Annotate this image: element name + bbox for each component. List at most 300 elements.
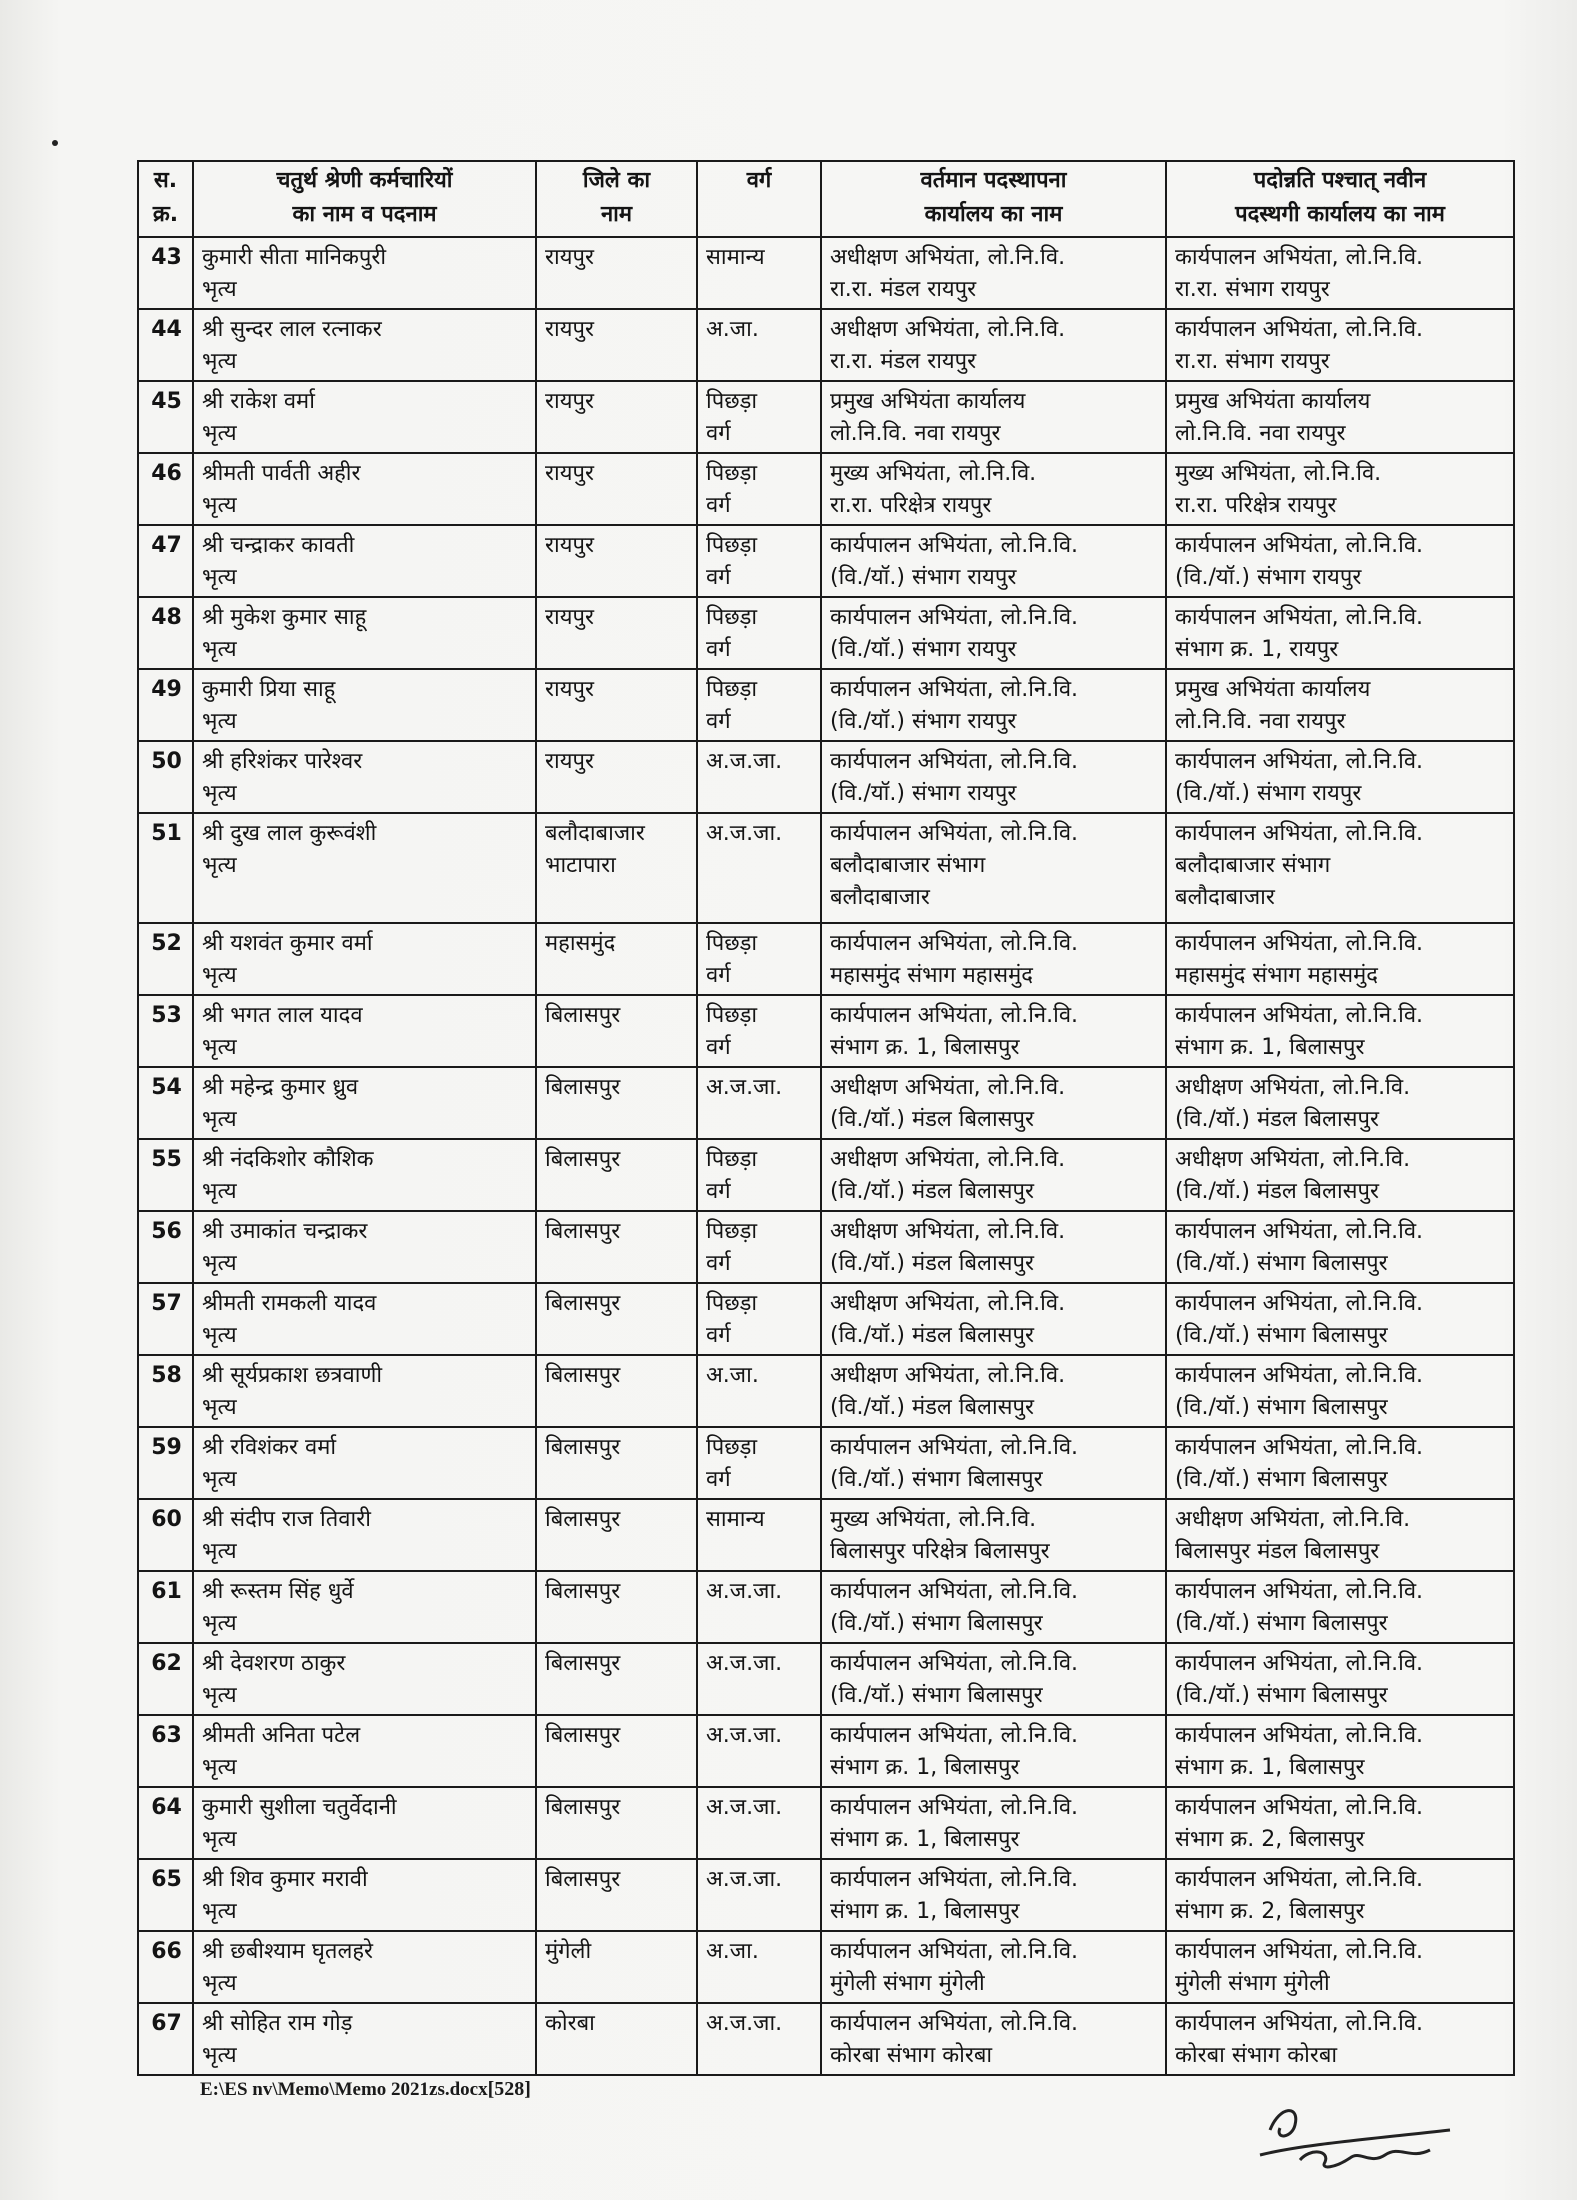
- category-cell: [697, 1427, 821, 1499]
- current-posting-cell: [821, 1211, 1166, 1283]
- employee-name-line: भृत्य: [202, 637, 237, 662]
- current-posting-line: (वि./यॉ.) मंडल बिलासपुर: [830, 1395, 1035, 1420]
- district-cell: [536, 1067, 697, 1139]
- current-posting-line: कोरबा संभाग कोरबा: [830, 2043, 993, 2068]
- current-posting-line: रा.रा. परिक्षेत्र रायपुर: [830, 493, 992, 518]
- employee-name-cell: [193, 1571, 536, 1643]
- employee-name-line: श्री शिव कुमार मरावी: [202, 1867, 368, 1892]
- employee-name-line: भृत्य: [202, 1611, 237, 1636]
- employee-name-line: भृत्य: [202, 1755, 237, 1780]
- serial-number-cell: 47: [138, 525, 193, 597]
- category-cell: [697, 525, 821, 597]
- current-posting-cell: [821, 813, 1166, 923]
- category-line: वर्ग: [706, 493, 731, 518]
- new-posting-line: मुंगेली संभाग मुंगेली: [1175, 1971, 1330, 1996]
- category-line: पिछड़ा: [706, 1291, 758, 1316]
- employee-name-cell: [193, 669, 536, 741]
- employee-name-line: श्री नंदकिशोर कौशिक: [202, 1147, 374, 1172]
- serial-number-cell: 60: [138, 1499, 193, 1571]
- district-cell: [536, 1355, 697, 1427]
- category-line: अ.जा.: [706, 1939, 759, 1964]
- employee-name-cell: [193, 525, 536, 597]
- new-posting-cell: [1166, 669, 1514, 741]
- table-row: [138, 1355, 1514, 1427]
- new-posting-line: अधीक्षण अभियंता, लो.नि.वि.: [1175, 1507, 1411, 1532]
- district-line: बिलासपुर: [545, 1867, 621, 1892]
- category-line: सामान्य: [706, 1507, 765, 1532]
- new-posting-line: (वि./यॉ.) मंडल बिलासपुर: [1175, 1107, 1380, 1132]
- file-path: E:\ES nv\Memo\Memo 2021zs.docx: [200, 2079, 488, 2100]
- current-posting-cell: [821, 1715, 1166, 1787]
- current-posting-cell: [821, 1643, 1166, 1715]
- district-line: रायपुर: [545, 605, 594, 630]
- table-row: [138, 1787, 1514, 1859]
- category-line: अ.ज.जा.: [706, 1723, 783, 1748]
- serial-number-cell: 61: [138, 1571, 193, 1643]
- district-cell: [536, 1427, 697, 1499]
- new-posting-cell: [1166, 1067, 1514, 1139]
- district-cell: [536, 1283, 697, 1355]
- new-posting-line: प्रमुख अभियंता कार्यालय: [1175, 389, 1371, 414]
- current-posting-cell: [821, 2003, 1166, 2075]
- category-line: पिछड़ा: [706, 461, 758, 486]
- new-posting-line: बलौदाबाजार संभाग: [1175, 853, 1331, 878]
- current-posting-cell: [821, 1427, 1166, 1499]
- employee-name-line: भृत्य: [202, 1035, 237, 1060]
- current-posting-line: अधीक्षण अभियंता, लो.नि.वि.: [830, 317, 1066, 342]
- employee-name-line: श्री हरिशंकर पारेश्वर: [202, 749, 363, 774]
- serial-number-cell: 49: [138, 669, 193, 741]
- new-posting-line: कार्यपालन अभियंता, लो.नि.वि.: [1175, 1579, 1424, 1604]
- new-posting-line: कार्यपालन अभियंता, लो.नि.वि.: [1175, 931, 1424, 956]
- current-posting-line: (वि./यॉ.) संभाग रायपुर: [830, 781, 1017, 806]
- employee-name-line: श्री सुन्दर लाल रत्नाकर: [202, 317, 382, 342]
- new-posting-line: (वि./यॉ.) संभाग बिलासपुर: [1175, 1683, 1388, 1708]
- serial-number-cell: 44: [138, 309, 193, 381]
- table-row: [138, 1283, 1514, 1355]
- new-posting-line: कार्यपालन अभियंता, लो.नि.वि.: [1175, 245, 1424, 270]
- district-line: बिलासपुर: [545, 1651, 621, 1676]
- new-posting-line: लो.नि.वि. नवा रायपुर: [1175, 421, 1346, 446]
- category-line: अ.ज.जा.: [706, 1795, 783, 1820]
- ink-dot: [52, 140, 58, 146]
- employee-name-line: भृत्य: [202, 1395, 237, 1420]
- new-posting-line: कार्यपालन अभियंता, लो.नि.वि.: [1175, 605, 1424, 630]
- serial-number-cell: 59: [138, 1427, 193, 1499]
- employee-name-cell: [193, 597, 536, 669]
- district-line: रायपुर: [545, 749, 594, 774]
- current-posting-line: (वि./यॉ.) संभाग रायपुर: [830, 565, 1017, 590]
- current-posting-cell: [821, 1859, 1166, 1931]
- table-row: [138, 309, 1514, 381]
- district-line: भाटापारा: [545, 853, 616, 878]
- new-posting-line: संभाग क्र. 1, बिलासपुर: [1175, 1755, 1365, 1780]
- category-line: वर्ग: [706, 637, 731, 662]
- category-line: वर्ग: [706, 565, 731, 590]
- current-posting-line: अधीक्षण अभियंता, लो.नि.वि.: [830, 1147, 1066, 1172]
- table-row: [138, 1571, 1514, 1643]
- category-line: पिछड़ा: [706, 1219, 758, 1244]
- current-posting-line: अधीक्षण अभियंता, लो.नि.वि.: [830, 245, 1066, 270]
- category-line: वर्ग: [706, 1179, 731, 1204]
- new-posting-line: कार्यपालन अभियंता, लो.नि.वि.: [1175, 749, 1424, 774]
- district-line: रायपुर: [545, 245, 594, 270]
- table-row: [138, 1643, 1514, 1715]
- new-posting-line: कार्यपालन अभियंता, लो.नि.वि.: [1175, 533, 1424, 558]
- district-line: बिलासपुर: [545, 1003, 621, 1028]
- district-cell: [536, 669, 697, 741]
- current-posting-cell: [821, 1355, 1166, 1427]
- district-cell: [536, 453, 697, 525]
- new-posting-cell: [1166, 381, 1514, 453]
- current-posting-line: संभाग क्र. 1, बिलासपुर: [830, 1035, 1020, 1060]
- new-posting-cell: [1166, 525, 1514, 597]
- serial-number-cell: 64: [138, 1787, 193, 1859]
- district-cell: [536, 923, 697, 995]
- category-cell: [697, 1067, 821, 1139]
- new-posting-line: (वि./यॉ.) संभाग बिलासपुर: [1175, 1467, 1388, 1492]
- serial-number-cell: 66: [138, 1931, 193, 2003]
- district-line: बिलासपुर: [545, 1291, 621, 1316]
- current-posting-line: संभाग क्र. 1, बिलासपुर: [830, 1899, 1020, 1924]
- category-cell: [697, 1571, 821, 1643]
- current-posting-line: रा.रा. मंडल रायपुर: [830, 349, 977, 374]
- header-new-posting: पदोन्नति पश्चात् नवीन पदस्थगी कार्यालय का नाम: [1166, 161, 1514, 237]
- district-line: बिलासपुर: [545, 1435, 621, 1460]
- employee-name-cell: [193, 2003, 536, 2075]
- current-posting-line: मुख्य अभियंता, लो.नि.वि.: [830, 1507, 1037, 1532]
- employee-name-line: श्री भगत लाल यादव: [202, 1003, 363, 1028]
- new-posting-line: कोरबा संभाग कोरबा: [1175, 2043, 1338, 2068]
- promotion-roster-table: [137, 160, 1515, 2076]
- current-posting-line: अधीक्षण अभियंता, लो.नि.वि.: [830, 1219, 1066, 1244]
- employee-name-line: भृत्य: [202, 2043, 237, 2068]
- current-posting-line: कार्यपालन अभियंता, लो.नि.वि.: [830, 1003, 1079, 1028]
- category-line: वर्ग: [706, 1251, 731, 1276]
- category-cell: [697, 669, 821, 741]
- table-row: [138, 995, 1514, 1067]
- employee-name-line: श्री सूर्यप्रकाश छत्रवाणी: [202, 1363, 383, 1388]
- table-row: [138, 453, 1514, 525]
- new-posting-line: (वि./यॉ.) मंडल बिलासपुर: [1175, 1179, 1380, 1204]
- employee-name-line: भृत्य: [202, 421, 237, 446]
- handwritten-signature: [1240, 2100, 1470, 2180]
- district-line: महासमुंद: [545, 931, 616, 956]
- current-posting-line: (वि./यॉ.) संभाग रायपुर: [830, 709, 1017, 734]
- employee-name-line: भृत्य: [202, 349, 237, 374]
- serial-number-cell: 58: [138, 1355, 193, 1427]
- current-posting-cell: [821, 995, 1166, 1067]
- current-posting-cell: [821, 453, 1166, 525]
- table-row: [138, 1715, 1514, 1787]
- employee-name-line: श्री यशवंत कुमार वर्मा: [202, 931, 373, 956]
- table-row: [138, 1211, 1514, 1283]
- category-line: वर्ग: [706, 1035, 731, 1060]
- district-line: मुंगेली: [545, 1939, 592, 1964]
- category-line: अ.जा.: [706, 317, 759, 342]
- category-cell: [697, 2003, 821, 2075]
- current-posting-line: कार्यपालन अभियंता, लो.नि.वि.: [830, 1939, 1079, 1964]
- new-posting-line: प्रमुख अभियंता कार्यालय: [1175, 677, 1371, 702]
- new-posting-line: कार्यपालन अभियंता, लो.नि.वि.: [1175, 1363, 1424, 1388]
- current-posting-line: महासमुंद संभाग महासमुंद: [830, 963, 1033, 988]
- serial-number-cell: 63: [138, 1715, 193, 1787]
- table-row: [138, 597, 1514, 669]
- employee-name-cell: [193, 1715, 536, 1787]
- current-posting-line: (वि./यॉ.) संभाग बिलासपुर: [830, 1611, 1043, 1636]
- current-posting-line: मुंगेली संभाग मुंगेली: [830, 1971, 985, 1996]
- district-cell: [536, 2003, 697, 2075]
- new-posting-line: कार्यपालन अभियंता, लो.नि.वि.: [1175, 1291, 1424, 1316]
- employee-name-cell: [193, 453, 536, 525]
- category-line: पिछड़ा: [706, 1003, 758, 1028]
- employee-name-line: श्रीमती पार्वती अहीर: [202, 461, 361, 486]
- category-line: पिछड़ा: [706, 1147, 758, 1172]
- new-posting-cell: [1166, 1211, 1514, 1283]
- serial-number-cell: 54: [138, 1067, 193, 1139]
- category-line: वर्ग: [706, 963, 731, 988]
- new-posting-line: रा.रा. परिक्षेत्र रायपुर: [1175, 493, 1337, 518]
- current-posting-line: कार्यपालन अभियंता, लो.नि.वि.: [830, 749, 1079, 774]
- table-row: [138, 525, 1514, 597]
- category-cell: [697, 1499, 821, 1571]
- employee-name-cell: [193, 1499, 536, 1571]
- new-posting-cell: [1166, 237, 1514, 309]
- serial-number-cell: 57: [138, 1283, 193, 1355]
- district-line: बिलासपुर: [545, 1723, 621, 1748]
- current-posting-line: मुख्य अभियंता, लो.नि.वि.: [830, 461, 1037, 486]
- new-posting-line: संभाग क्र. 1, रायपुर: [1175, 637, 1339, 662]
- employee-name-cell: [193, 237, 536, 309]
- new-posting-cell: [1166, 597, 1514, 669]
- category-line: पिछड़ा: [706, 677, 758, 702]
- current-posting-line: (वि./यॉ.) मंडल बिलासपुर: [830, 1323, 1035, 1348]
- employee-name-line: भृत्य: [202, 781, 237, 806]
- table-row: [138, 1067, 1514, 1139]
- employee-name-line: कुमारी सुशीला चतुर्वेदानी: [202, 1795, 397, 1820]
- employee-name-line: भृत्य: [202, 1323, 237, 1348]
- employee-name-cell: [193, 1787, 536, 1859]
- current-posting-cell: [821, 525, 1166, 597]
- category-cell: [697, 381, 821, 453]
- category-line: वर्ग: [706, 421, 731, 446]
- district-cell: [536, 995, 697, 1067]
- current-posting-cell: [821, 309, 1166, 381]
- table-row: [138, 1859, 1514, 1931]
- current-posting-line: कार्यपालन अभियंता, लो.नि.वि.: [830, 821, 1079, 846]
- category-cell: [697, 1283, 821, 1355]
- employee-name-line: भृत्य: [202, 963, 237, 988]
- employee-name-line: कुमारी प्रिया साहू: [202, 677, 336, 702]
- serial-number-cell: 62: [138, 1643, 193, 1715]
- category-line: अ.ज.जा.: [706, 1867, 783, 1892]
- employee-name-line: श्री राकेश वर्मा: [202, 389, 315, 414]
- category-line: अ.ज.जा.: [706, 821, 783, 846]
- district-cell: [536, 237, 697, 309]
- category-line: पिछड़ा: [706, 605, 758, 630]
- category-cell: [697, 1211, 821, 1283]
- current-posting-cell: [821, 1283, 1166, 1355]
- employee-name-cell: [193, 1139, 536, 1211]
- current-posting-line: (वि./यॉ.) मंडल बिलासपुर: [830, 1179, 1035, 1204]
- new-posting-cell: [1166, 1715, 1514, 1787]
- category-cell: [697, 237, 821, 309]
- serial-number-cell: 65: [138, 1859, 193, 1931]
- table-row: [138, 1931, 1514, 2003]
- current-posting-line: (वि./यॉ.) संभाग बिलासपुर: [830, 1683, 1043, 1708]
- new-posting-line: अधीक्षण अभियंता, लो.नि.वि.: [1175, 1147, 1411, 1172]
- category-cell: [697, 1859, 821, 1931]
- new-posting-cell: [1166, 923, 1514, 995]
- table-row: [138, 1499, 1514, 1571]
- employee-name-cell: [193, 923, 536, 995]
- new-posting-line: अधीक्षण अभियंता, लो.नि.वि.: [1175, 1075, 1411, 1100]
- new-posting-cell: [1166, 741, 1514, 813]
- employee-name-line: श्री चन्द्राकर कावती: [202, 533, 355, 558]
- category-cell: [697, 1787, 821, 1859]
- employee-name-line: श्री उमाकांत चन्द्राकर: [202, 1219, 368, 1244]
- current-posting-cell: [821, 923, 1166, 995]
- district-line: बलौदाबाजार: [545, 821, 645, 846]
- employee-name-cell: [193, 741, 536, 813]
- current-posting-cell: [821, 741, 1166, 813]
- new-posting-line: कार्यपालन अभियंता, लो.नि.वि.: [1175, 317, 1424, 342]
- category-line: पिछड़ा: [706, 533, 758, 558]
- serial-number-cell: 53: [138, 995, 193, 1067]
- new-posting-line: संभाग क्र. 2, बिलासपुर: [1175, 1827, 1365, 1852]
- new-posting-line: बलौदाबाजार: [1175, 885, 1275, 910]
- current-posting-line: कार्यपालन अभियंता, लो.नि.वि.: [830, 605, 1079, 630]
- new-posting-cell: [1166, 813, 1514, 923]
- new-posting-cell: [1166, 1283, 1514, 1355]
- table-row: [138, 813, 1514, 923]
- employee-name-line: कुमारी सीता मानिकपुरी: [202, 245, 387, 270]
- new-posting-cell: [1166, 1859, 1514, 1931]
- category-cell: [697, 453, 821, 525]
- new-posting-line: संभाग क्र. 2, बिलासपुर: [1175, 1899, 1365, 1924]
- page-reference: [528]: [487, 2078, 531, 2100]
- district-line: बिलासपुर: [545, 1507, 621, 1532]
- serial-number-cell: 52: [138, 923, 193, 995]
- header-category: वर्ग: [697, 161, 821, 237]
- employee-name-line: भृत्य: [202, 853, 237, 878]
- employee-name-line: श्री दुख लाल कुरूवंशी: [202, 821, 377, 846]
- new-posting-line: (वि./यॉ.) संभाग रायपुर: [1175, 565, 1362, 590]
- employee-name-cell: [193, 1355, 536, 1427]
- employee-name-line: श्री महेन्द्र कुमार ध्रुव: [202, 1075, 359, 1100]
- district-line: बिलासपुर: [545, 1795, 621, 1820]
- district-line: रायपुर: [545, 677, 594, 702]
- current-posting-line: कार्यपालन अभियंता, लो.नि.वि.: [830, 677, 1079, 702]
- new-posting-line: (वि./यॉ.) संभाग बिलासपुर: [1175, 1611, 1388, 1636]
- current-posting-cell: [821, 1499, 1166, 1571]
- new-posting-cell: [1166, 1571, 1514, 1643]
- employee-name-line: भृत्य: [202, 1899, 237, 1924]
- table-row: [138, 741, 1514, 813]
- serial-number-cell: 51: [138, 813, 193, 923]
- serial-number-cell: 50: [138, 741, 193, 813]
- employee-name-cell: [193, 1427, 536, 1499]
- district-line: रायपुर: [545, 389, 594, 414]
- category-cell: [697, 995, 821, 1067]
- current-posting-cell: [821, 1139, 1166, 1211]
- current-posting-cell: [821, 1931, 1166, 2003]
- employee-name-line: भृत्य: [202, 1107, 237, 1132]
- table-row: [138, 1427, 1514, 1499]
- current-posting-line: (वि./यॉ.) मंडल बिलासपुर: [830, 1251, 1035, 1276]
- district-line: बिलासपुर: [545, 1363, 621, 1388]
- new-posting-cell: [1166, 309, 1514, 381]
- employee-name-line: भृत्य: [202, 1971, 237, 1996]
- employee-name-cell: [193, 381, 536, 453]
- employee-name-cell: [193, 1211, 536, 1283]
- current-posting-line: बलौदाबाजार संभाग: [830, 853, 986, 878]
- header-row: [138, 161, 1514, 237]
- current-posting-line: अधीक्षण अभियंता, लो.नि.वि.: [830, 1291, 1066, 1316]
- category-line: अ.ज.जा.: [706, 2011, 783, 2036]
- roster-body: [138, 237, 1514, 2075]
- category-line: पिछड़ा: [706, 931, 758, 956]
- current-posting-line: कार्यपालन अभियंता, लो.नि.वि.: [830, 533, 1079, 558]
- current-posting-line: संभाग क्र. 1, बिलासपुर: [830, 1827, 1020, 1852]
- new-posting-cell: [1166, 1139, 1514, 1211]
- current-posting-line: कार्यपालन अभियंता, लो.नि.वि.: [830, 931, 1079, 956]
- district-cell: [536, 1931, 697, 2003]
- current-posting-line: कार्यपालन अभियंता, लो.नि.वि.: [830, 1867, 1079, 1892]
- table-row: [138, 381, 1514, 453]
- current-posting-line: कार्यपालन अभियंता, लो.नि.वि.: [830, 1651, 1079, 1676]
- district-line: रायपुर: [545, 533, 594, 558]
- table-row: [138, 1139, 1514, 1211]
- new-posting-line: संभाग क्र. 1, बिलासपुर: [1175, 1035, 1365, 1060]
- table-row: [138, 2003, 1514, 2075]
- current-posting-line: बलौदाबाजार: [830, 885, 930, 910]
- current-posting-line: लो.नि.वि. नवा रायपुर: [830, 421, 1001, 446]
- employee-name-cell: [193, 1643, 536, 1715]
- new-posting-cell: [1166, 1643, 1514, 1715]
- employee-name-line: भृत्य: [202, 709, 237, 734]
- category-cell: [697, 1643, 821, 1715]
- current-posting-line: अधीक्षण अभियंता, लो.नि.वि.: [830, 1363, 1066, 1388]
- header-employee-name: चतुर्थ श्रेणी कर्मचारियों का नाम व पदनाम: [193, 161, 536, 237]
- file-path-footer: [200, 2078, 531, 2101]
- category-cell: [697, 813, 821, 923]
- category-line: अ.ज.जा.: [706, 1579, 783, 1604]
- new-posting-line: कार्यपालन अभियंता, लो.नि.वि.: [1175, 1003, 1424, 1028]
- new-posting-cell: [1166, 2003, 1514, 2075]
- new-posting-cell: [1166, 1931, 1514, 2003]
- serial-number-cell: 45: [138, 381, 193, 453]
- current-posting-line: (वि./यॉ.) मंडल बिलासपुर: [830, 1107, 1035, 1132]
- district-cell: [536, 381, 697, 453]
- new-posting-line: रा.रा. संभाग रायपुर: [1175, 277, 1330, 302]
- new-posting-line: कार्यपालन अभियंता, लो.नि.वि.: [1175, 1435, 1424, 1460]
- employee-name-line: भृत्य: [202, 1179, 237, 1204]
- category-line: सामान्य: [706, 245, 765, 270]
- employee-name-cell: [193, 309, 536, 381]
- new-posting-line: (वि./यॉ.) संभाग रायपुर: [1175, 781, 1362, 806]
- employee-name-line: भृत्य: [202, 565, 237, 590]
- category-cell: [697, 1355, 821, 1427]
- employee-name-cell: [193, 1067, 536, 1139]
- new-posting-line: कार्यपालन अभियंता, लो.नि.वि.: [1175, 1939, 1424, 1964]
- current-posting-cell: [821, 381, 1166, 453]
- district-cell: [536, 1571, 697, 1643]
- district-line: बिलासपुर: [545, 1147, 621, 1172]
- employee-name-line: श्री छबीश्याम घृतलहरे: [202, 1939, 374, 1964]
- employee-name-cell: [193, 1859, 536, 1931]
- district-cell: [536, 1787, 697, 1859]
